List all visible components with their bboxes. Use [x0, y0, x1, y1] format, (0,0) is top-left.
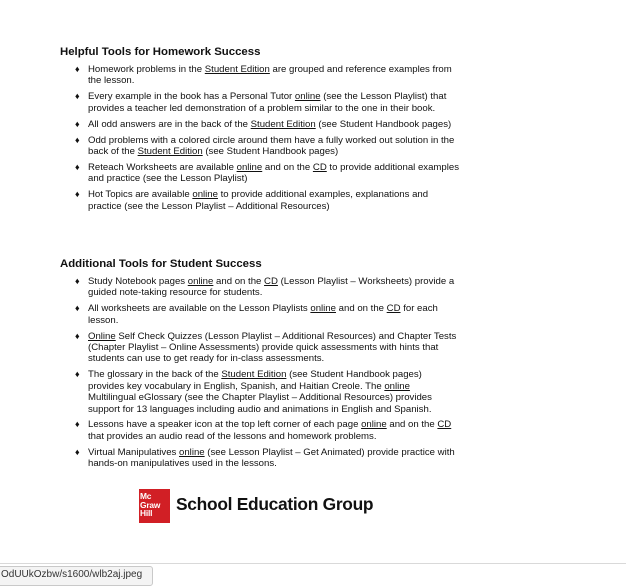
diamond-bullet-icon: ♦: [75, 446, 80, 457]
item-text: are grouped and reference examples from the lesson.: [88, 64, 452, 87]
item-text: Virtual Manipulatives: [88, 446, 180, 458]
underlined-reference: online: [384, 380, 410, 392]
item-text: to provide additional examples, explanations and practice (see the Lesson Playlist – Additional Resources): [88, 189, 429, 212]
bottom-divider: [0, 563, 626, 564]
diamond-bullet-icon: ♦: [75, 419, 80, 430]
list-item: [60, 447, 460, 470]
underlined-reference: Student Edition: [221, 369, 287, 381]
list-item: [60, 189, 460, 212]
item-text: and on the: [386, 419, 438, 431]
item-text: (see Lesson Playlist – Get Animated) provide practice with hands-on manipulatives used in the lessons.: [88, 446, 455, 470]
underlined-reference: online: [294, 91, 321, 103]
logo-mark-line: Mc: [140, 491, 152, 501]
list-item: [60, 331, 460, 365]
underlined-reference: online: [361, 419, 387, 431]
list-item: [60, 369, 460, 415]
item-text: (see Student Handbook pages) provides key vocabulary in English, Spanish, and Haitian Creole. The: [88, 369, 422, 392]
diamond-bullet-icon: ♦: [75, 118, 80, 129]
diamond-bullet-icon: ♦: [75, 91, 80, 102]
item-text: (Lesson Playlist – Worksheets) provide a guided note-taking resource for students.: [88, 276, 455, 299]
item-text: Study Notebook pages: [88, 276, 188, 287]
logo-mark-line: Hill: [140, 508, 153, 519]
list-item: [60, 119, 460, 130]
list-item: [60, 135, 460, 158]
underlined-reference: online: [310, 303, 336, 315]
section-heading: Additional Tools for Student Success: [60, 258, 262, 270]
diamond-bullet-icon: ♦: [75, 64, 80, 74]
helpful-tools-section: [60, 45, 460, 216]
underlined-reference: CD: [312, 161, 327, 173]
item-text: and on the: [213, 276, 265, 287]
diamond-bullet-icon: ♦: [75, 161, 80, 172]
mcgraw-hill-mark: [139, 489, 170, 523]
underlined-reference: CD: [437, 419, 452, 431]
list-item: [60, 419, 460, 442]
underlined-reference: Student Edition: [204, 64, 270, 75]
list-item: [60, 303, 460, 326]
logo-mark-line: Graw: [140, 499, 161, 510]
item-text: (see Student Handbook pages): [315, 118, 452, 130]
diamond-bullet-icon: ♦: [75, 134, 80, 145]
underlined-reference: Online: [88, 330, 116, 342]
underlined-reference: online: [236, 161, 263, 173]
list-item: [60, 64, 460, 87]
underlined-reference: online: [179, 446, 205, 458]
item-text: and on the: [262, 161, 313, 173]
item-text: (see the Lesson Playlist) that provides a teacher led demonstration of a problem similar to the one in their book.: [88, 91, 447, 114]
diamond-bullet-icon: ♦: [75, 189, 80, 200]
underlined-reference: online: [192, 189, 218, 201]
underlined-reference: Student Edition: [250, 118, 316, 130]
download-tab[interactable]: OdUUkOzbw/s1600/wlb2aj.jpeg: [0, 566, 153, 586]
item-text: for each lesson.: [88, 303, 438, 326]
list-item: [60, 162, 460, 185]
additional-tools-section: [60, 257, 460, 474]
section-heading: Helpful Tools for Homework Success: [60, 46, 261, 58]
item-text: Every example in the book has a Personal Tutor: [88, 91, 295, 103]
item-text: Lessons have a speaker icon at the top left corner of each page: [88, 419, 362, 431]
underlined-reference: CD: [264, 276, 278, 287]
item-text: to provide additional examples and practice (see the Lesson Playlist): [88, 161, 460, 185]
logo-text: School Education Group: [176, 494, 374, 514]
list-item: [60, 91, 460, 114]
item-text: All odd answers are in the back of the: [88, 118, 251, 130]
underlined-reference: online: [187, 276, 214, 287]
item-text: All worksheets are available on the Lesson Playlists: [88, 303, 311, 315]
item-text: Self Check Quizzes (Lesson Playlist – Additional Resources) and Chapter Tests (Chapter Playlist – Online Assessments) provide quick assessments with hints that students can use to get ready for in-class assessments.: [88, 330, 457, 365]
additional-tools-list: [60, 276, 460, 470]
item-text: Multilingual eGlossary (see the Chapter Playlist – Additional Resources) provides support for 13 languages including audio and animations in English and Spanish.: [88, 392, 432, 415]
underlined-reference: Student Edition: [137, 145, 203, 157]
item-text: and on the: [335, 303, 387, 315]
diamond-bullet-icon: ♦: [75, 330, 80, 341]
item-text: Odd problems with a colored circle around them have a fully worked out solution in the back of the: [88, 134, 455, 157]
item-text: Hot Topics are available: [88, 189, 193, 201]
diamond-bullet-icon: ♦: [75, 369, 80, 380]
item-text: that provides an audio read of the lessons and homework problems.: [88, 430, 377, 442]
item-text: (see Student Handbook pages): [202, 145, 339, 157]
helpful-tools-list: [60, 64, 460, 212]
item-text: Reteach Worksheets are available: [88, 161, 237, 173]
item-text: The glossary in the back of the: [88, 369, 222, 381]
diamond-bullet-icon: ♦: [75, 276, 80, 286]
underlined-reference: CD: [386, 303, 401, 315]
diamond-bullet-icon: ♦: [75, 303, 80, 314]
list-item: [60, 276, 460, 299]
item-text: Homework problems in the: [88, 64, 205, 75]
